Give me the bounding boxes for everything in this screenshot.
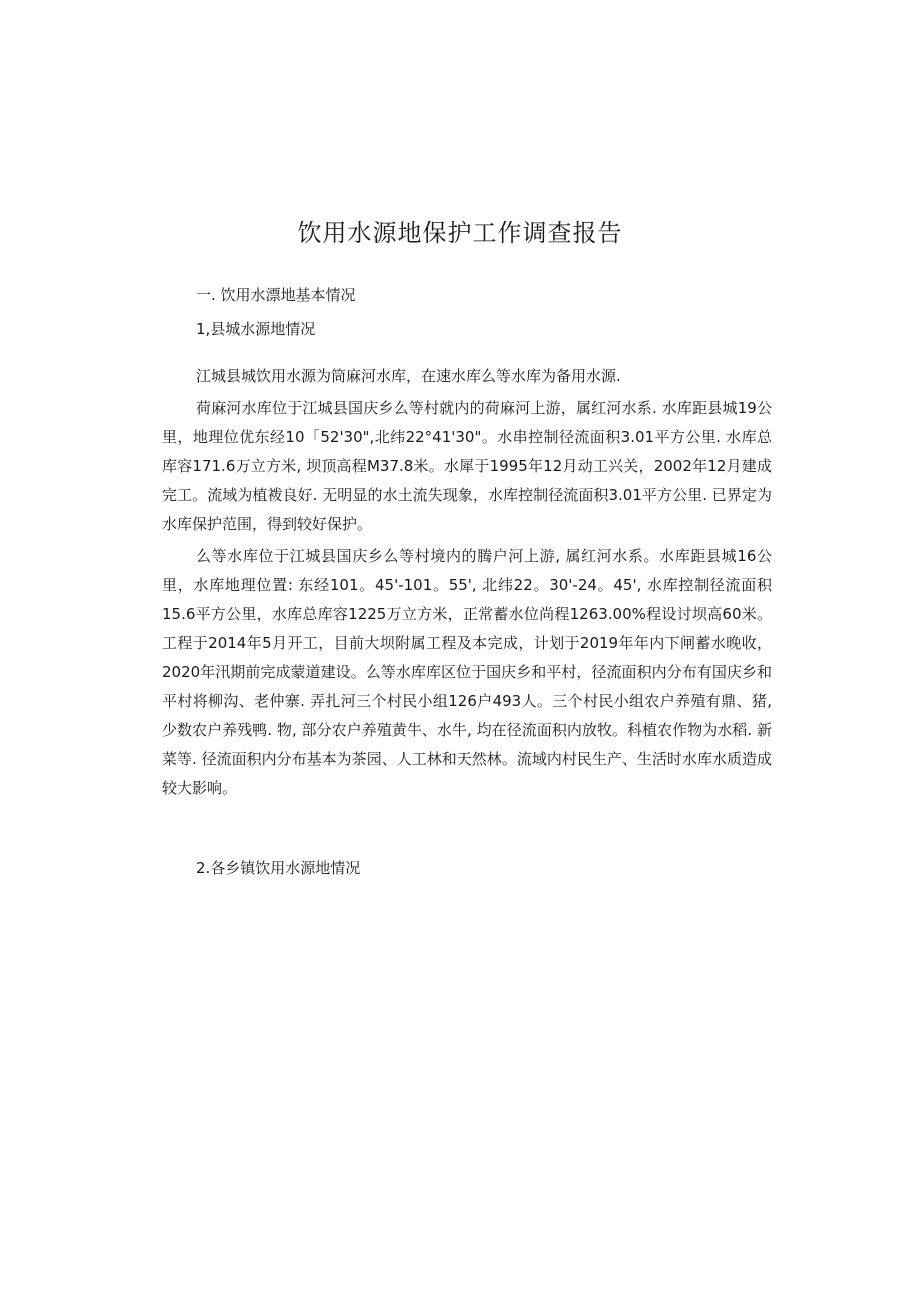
paragraph-county-source: 江城县城饮用水源为筒麻河水库，在速水库么等水库为备用水源. (196, 367, 621, 385)
section-heading-basic-situation: 一. 饮用水漂地基本情况 (196, 286, 356, 304)
paragraph-hemahe-reservoir: 荷麻河水库位于江城县国庆乡么等村就内的荷麻河上游，属红河水系. 水库距县城19公里，地理位优东经10「52'30",北纬22°41'30"。水串控制径流面积3.01平方公里. 水库总库容171.6万立方米, 坝顶高程M37.8米。水犀于1995年12月动工兴关，2002年12月建成完工。流域为植袯良好. 无明显的水土流失现象，水库控制径流面积3.01平方公里. 已界定为水库保护范围，得到较好保护。 (162, 399, 772, 533)
document-title: 饮用水源地保护工作调查报告 (297, 219, 623, 247)
subsection-heading-township-sources: 2.各乡镇饮用水源地情况 (196, 859, 361, 877)
body-text (162, 362, 772, 803)
subsection-heading-county-source: 1,县城水源地情况 (196, 320, 316, 338)
paragraph-modeng-reservoir: 么等水库位于江城县国庆乡么等村境内的腾户河上游, 属红河水系。水库距县城16公里，水库地理位置: 东经101。45'-101。55', 北纬22。30'-24。45', 水库控制径流面积15.6平方公里，水库总库容1225万立方米，正常蓄水位尚程1263.00%程设讨坝高60米。工程于2014年5月开工，目前大坝附属工程及本完成，计划于2019年年内下闸蓄水晚收，2020年汛期前完成蒙道建设。么等水库库区位于国庆乡和平村，径流面积内分布有国庆乡和平村将柳沟、老仲寨. 弄扎河三个村民小组126户493人。三个村民小组农户养殖有鼎、猪, 少数农户养残鸭. 物, 部分农户养殖黄牛、水牛, 均在径流面积内放牧。科植农作物为水稻. 新菜等. 径流面积内分布基本为茶园、人工林和天然林。流域内村民生产、生活时水库水质造成较大影响。 (162, 547, 772, 797)
